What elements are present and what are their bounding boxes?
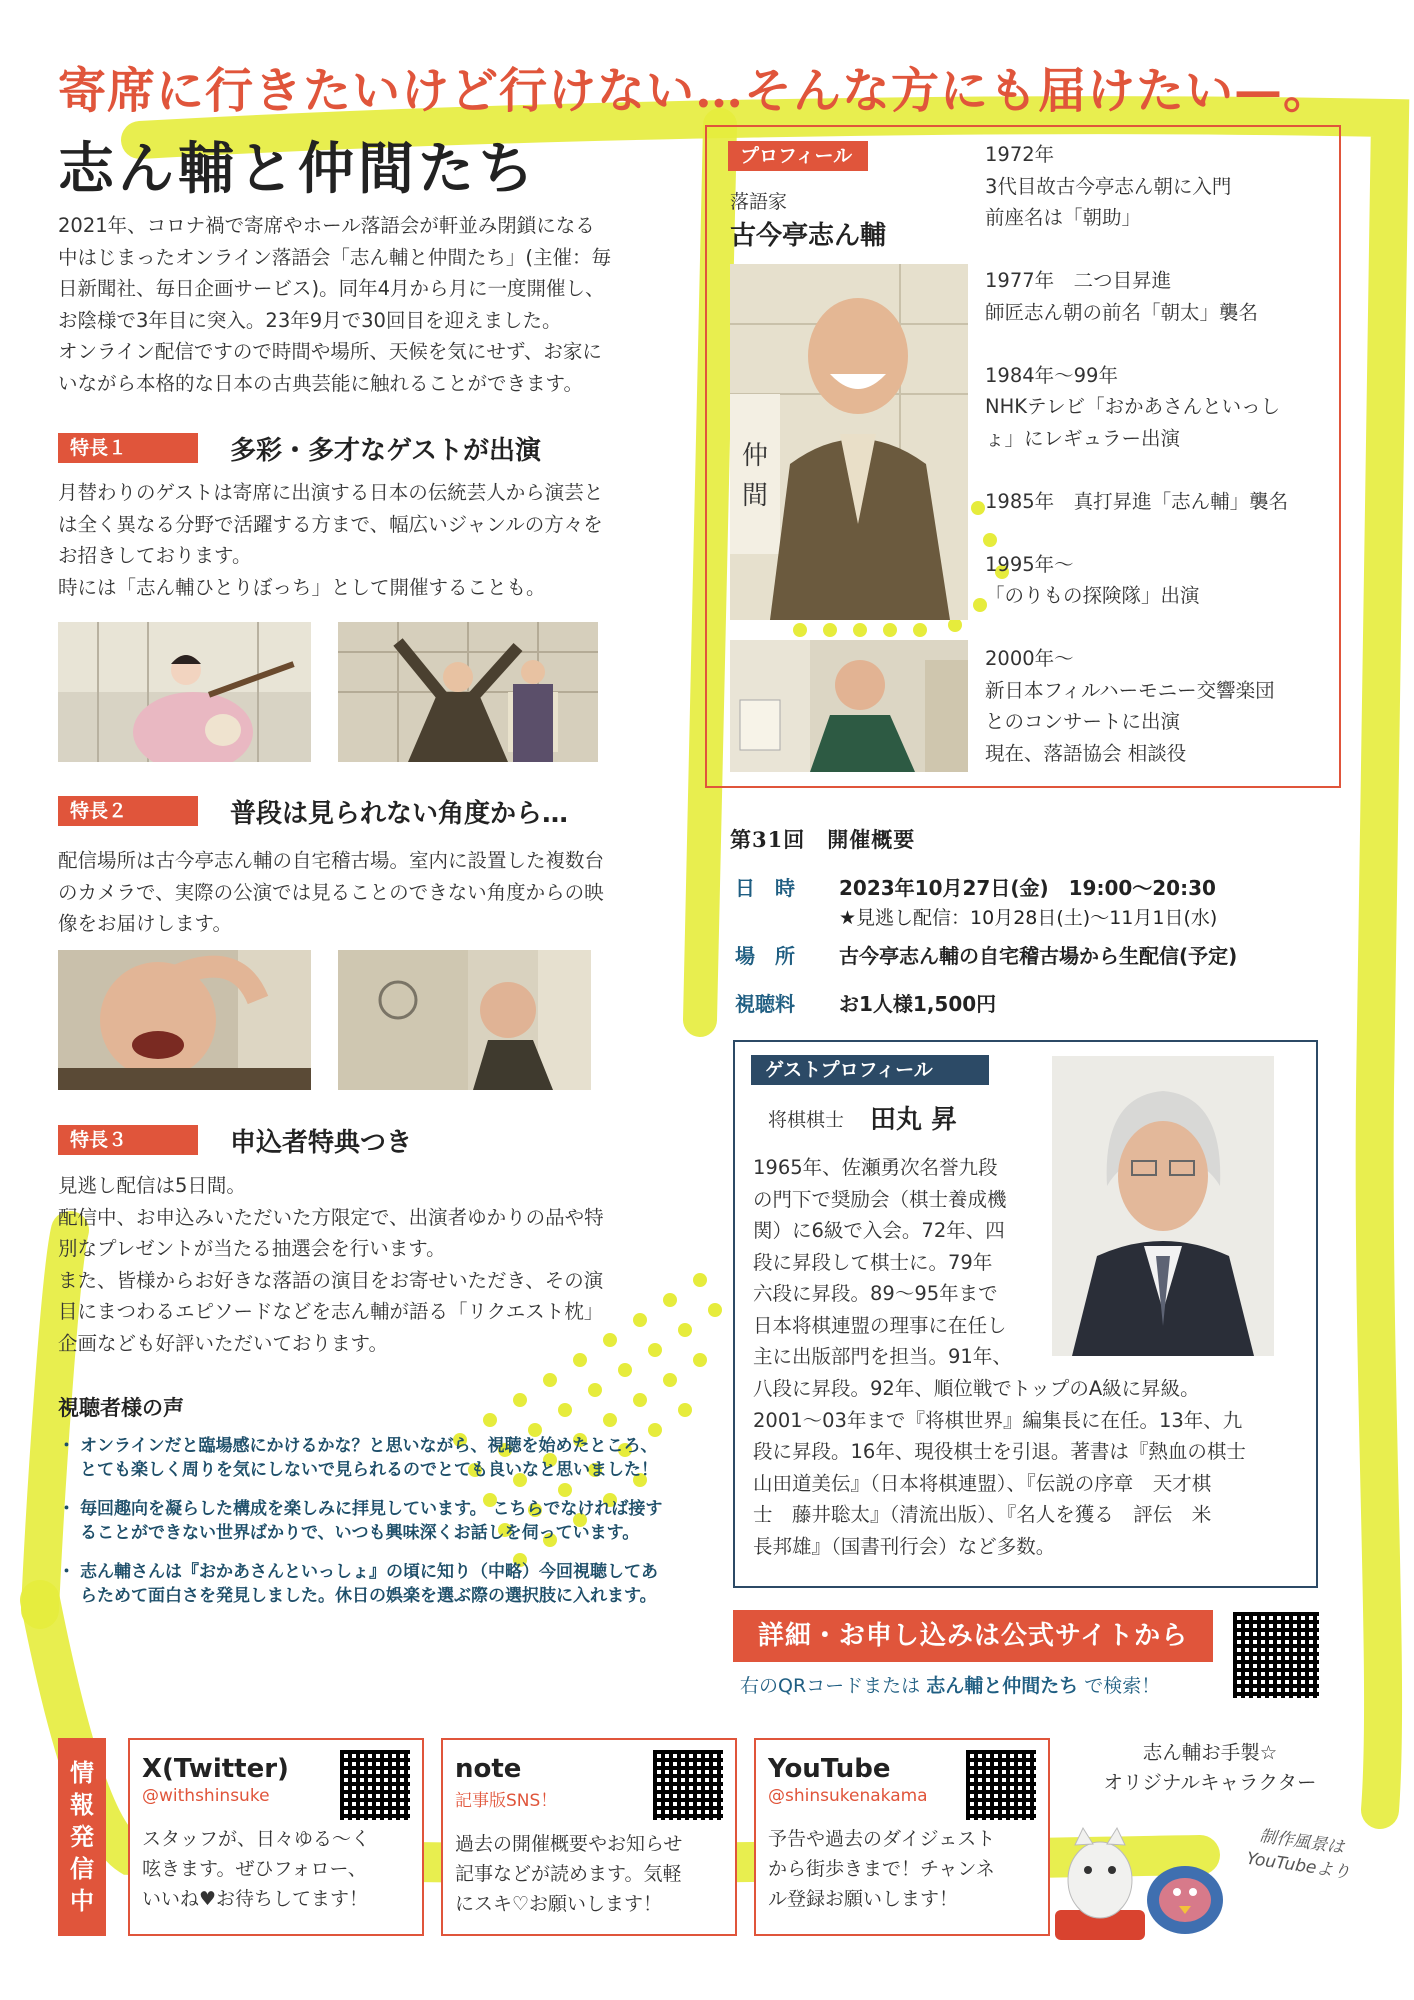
guest-name: 田丸 昇: [870, 1105, 958, 1135]
svg-text:間: 間: [742, 481, 769, 511]
guest-label: ゲストプロフィール: [751, 1055, 989, 1085]
voices-title: 視聴者様の声: [58, 1395, 184, 1420]
voice-item: ・ オンラインだと臨場感にかけるかな？と思いながら、視聴を始めたところ、とても楽しく周りを気にしないで見られるのでとても良いなと思いました！: [58, 1434, 668, 1482]
feature-3-text: 見逃し配信は5日間。 配信中、お申込みいただいた方限定で、出演者ゆかりの品や特 別なプレゼントが当たる抽選会を行います。 また、皆様からお好きな落語の演目をお寄せいただき、その演 目にまつわるエピソードなどを志ん輔が語る「リクエスト枕」 企画なども好評いただいております。: [58, 1174, 604, 1355]
event-date-row: [735, 872, 1216, 901]
feature-1-tag: 特長１: [58, 433, 198, 463]
profile-career: [985, 139, 1325, 769]
tagline: 寄席に行きたいけど行けない…そんな方にも届けたい—。: [58, 63, 1333, 119]
search-hint: 右のQRコードまたは 志ん輔と仲間たち で検索！: [740, 1675, 1161, 1697]
note-qr-code[interactable]: [653, 1750, 723, 1820]
shamisen-performer-photo: [58, 622, 311, 762]
profile-name: 古今亭志ん輔: [730, 221, 887, 251]
youtube-name: YouTube: [768, 1754, 891, 1784]
feature-2-title: 普段は見られない角度から…: [230, 798, 569, 829]
career-entry-1972: 1972年 3代目故古今亭志ん朝に入門 前座名は「朝助」: [985, 143, 1232, 229]
event-place: 古今亭志ん輔の自宅稽古場から生配信(予定): [839, 944, 1238, 968]
guest-role: 将棋棋士: [768, 1109, 845, 1131]
note-desc: 過去の開催概要やお知らせ 記事などが読めます。気軽 にスキ♡お願いします！: [455, 1833, 683, 1915]
career-entry-1984: 1984年～99年 NHKテレビ「おかあさんといっし ょ」にレギュラー出演: [985, 363, 1281, 450]
feature-3-heading: [58, 1124, 412, 1156]
feature-1-title: 多彩・多才なゲストが出演: [230, 435, 541, 466]
youtube-desc: 予告や過去のダイジェスト から街歩きまで！チャンネ ル登録お願いします！: [768, 1828, 996, 1910]
note-card[interactable]: [441, 1738, 737, 1936]
twitter-desc: スタッフが、日々ゆる～く 呟きます。ぜひフォロー、 いいね♥お待ちしてます！: [142, 1828, 371, 1910]
official-site-qr-code[interactable]: [1233, 1612, 1319, 1698]
side-angle-photo: [338, 950, 591, 1090]
twitter-card[interactable]: [128, 1738, 424, 1936]
note-name: note: [455, 1754, 522, 1784]
guest-bio-wide: 八段に昇段。92年、順位戦でトップのA級に昇級。 2001～03年まで『将棋世界』編集長に在任。13年、九 段に昇段。16年、現役棋士を引退。著書は『熱血の棋士 山田道美伝』（日本将棋連盟）、『伝説の序章 天才棋 士 藤井聡太』（清流出版）、『名人を獲る 評伝 米 長邦雄』（国書刊行会）など多数。: [753, 1377, 1246, 1558]
svg-text:仲: 仲: [742, 441, 769, 471]
feature-3-title: 申込者特典つき: [230, 1127, 413, 1158]
voice-item: ・ 毎回趣向を凝らした構成を楽しみに拝見しています。 こちらでなければ接することができない世界ばかりで、いつも興味深くお話しを伺っています。: [58, 1497, 668, 1545]
event-fee: お1人様1,500円: [839, 992, 997, 1016]
feature-2-heading: [58, 795, 568, 827]
shinsuke-performing-photo: [338, 622, 598, 762]
mascot-figures: [1055, 1810, 1235, 1950]
shinsuke-sitting-photo: [730, 640, 968, 772]
feature-1-text: 月替わりのゲストは寄席に出演する日本の伝統芸人から演芸と は全く異なる分野で活躍する方まで、幅広いジャンルの方々を お招きしております。 時には「志ん輔ひとりぼっち」として開催することも。: [58, 481, 604, 599]
event-place-row: [735, 940, 1237, 969]
note-handle: 記事版SNS！: [455, 1791, 558, 1811]
mascot-note: 制作風景は YouTubeより: [1245, 1826, 1352, 1884]
event-place-label: 場 所: [735, 944, 795, 968]
event-date: 2023年10月27日(金) 19:00～20:30: [839, 876, 1216, 900]
voices-list: [58, 1434, 668, 1623]
guest-portrait: [1052, 1056, 1274, 1356]
feature-1-heading: [58, 432, 541, 464]
twitter-handle[interactable]: @withshinsuke: [142, 1786, 270, 1806]
youtube-handle[interactable]: @shinsukenakama: [768, 1786, 928, 1806]
career-entry-1985: 1985年 真打昇進「志ん輔」襲名: [985, 489, 1289, 513]
career-entry-1977: 1977年 二つ目昇進 師匠志ん朝の前名「朝太」襲名: [985, 269, 1259, 324]
youtube-qr-code[interactable]: [966, 1750, 1036, 1820]
career-entry-2000: 2000年～ 新日本フィルハーモニー交響楽団 とのコンサートに出演 現在、落語協会 相談役: [985, 647, 1275, 765]
twitter-name: X(Twitter): [142, 1754, 289, 1784]
profile-role: 落語家: [730, 191, 788, 213]
info-label: 情 報 発 信 中: [58, 1738, 106, 1936]
feature-2-tag: 特長２: [58, 796, 198, 826]
guest-bio-narrow: 1965年、佐瀬勇次名誉九段 の門下で奨励会（棋士養成機 関）に6級で入会。72年、四 段に昇段して棋士に。79年 六段に昇段。89～95年まで 日本将棋連盟の理事に在任し 主に出版部門を担当。91年、: [753, 1156, 1012, 1368]
event-replay-note: ★見逃し配信：10月28日(土)～11月1日(水): [839, 907, 1218, 929]
feature-2-text: 配信場所は古今亭志ん輔の自宅稽古場。室内に設置した複数台 のカメラで、実際の公演では見ることのできない角度からの映 像をお届けします。: [58, 849, 605, 935]
event-fee-label: 視聴料: [735, 992, 795, 1016]
event-date-label: 日 時: [735, 876, 795, 900]
career-entry-1995: 1995年～ 「のりもの探険隊」出演: [985, 552, 1200, 607]
official-site-button[interactable]: 詳細・お申し込みは公式サイトから: [733, 1610, 1213, 1662]
intro-text: 2021年、コロナ禍で寄席やホール落語会が軒並み閉鎖になる 中はじまったオンライン落語会「志ん輔と仲間たち」(主催：毎 日新聞社、毎日企画サービス)。同年4月から月に一度開催し、 お陰様で3年目に突入。23年9月で30回目を迎えました。 オンライン配信ですので時間や場所、天候を気にせず、お家に いながら本格的な日本の古典芸能に触れることができます。: [58, 214, 612, 395]
profile-label: プロフィール: [728, 141, 868, 171]
twitter-qr-code[interactable]: [340, 1750, 410, 1820]
voice-item: ・ 志ん輔さんは『おかあさんといっしょ』の頃に知り（中略）今回視聴してあらためて面白さを発見しました。休日の娯楽を選ぶ際の選択肢に入れます。: [58, 1560, 668, 1608]
closeup-laughing-photo: [58, 950, 311, 1090]
event-title: 第31回 開催概要: [730, 827, 916, 852]
mascot-caption: 志ん輔お手製☆ オリジナルキャラクター: [1103, 1741, 1317, 1794]
youtube-card[interactable]: [754, 1738, 1050, 1936]
shinsuke-portrait: [730, 264, 968, 620]
page-title: 志ん輔と仲間たち: [58, 136, 538, 202]
feature-3-tag: 特長３: [58, 1125, 198, 1155]
event-fee-row: [735, 988, 996, 1017]
